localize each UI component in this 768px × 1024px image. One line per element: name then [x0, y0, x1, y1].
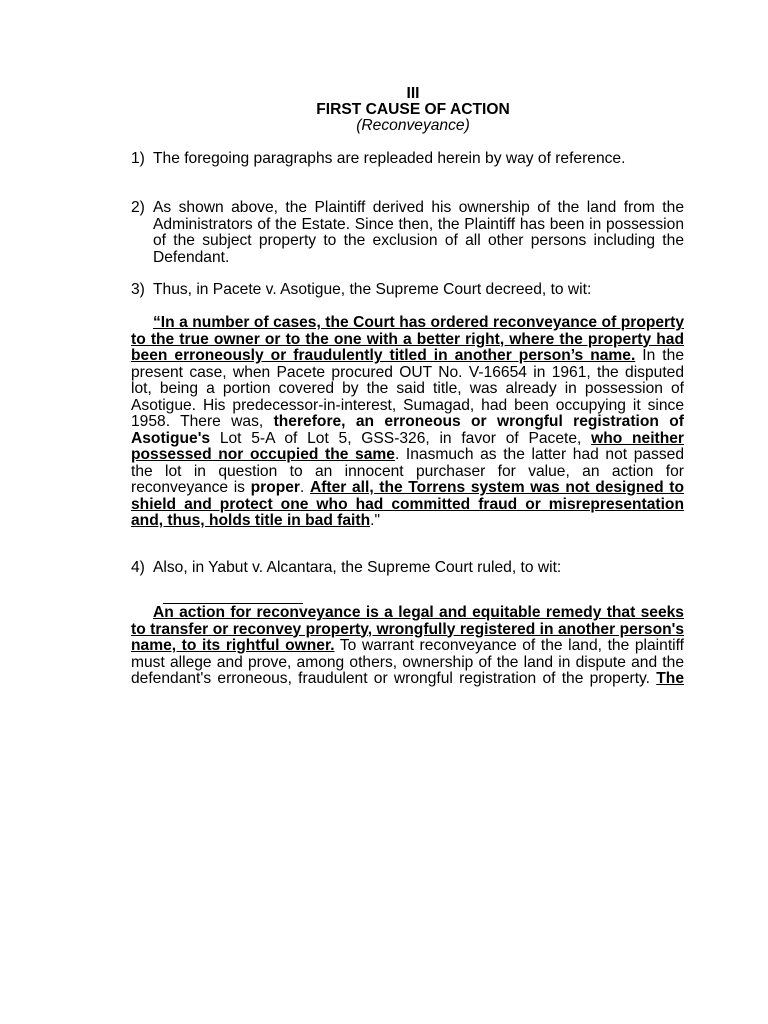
quote-text: . Inasmuch as the latter had not passed the lot in question to an innocent purchaser for value, an action for reconveyance is — [131, 446, 684, 496]
quote-emphasis: “In a number of cases, the Court has ordered reconveyance of property to the true owner or to the one with a better right, where the property had been erroneously or fraudulently titled in another person’s name. — [131, 314, 684, 364]
paragraph-number: 3) — [131, 281, 145, 298]
section-title: FIRST CAUSE OF ACTION — [316, 101, 510, 118]
paragraph-4 — [131, 560, 684, 577]
quote-bold: proper — [250, 479, 300, 496]
paragraph-number: 2) — [131, 199, 145, 216]
quote-emphasis: An action for reconveyance is a legal and equitable remedy that seeks to transfer or reconvey property, wrongfully registered in another person's name, to its rightful owner. — [131, 604, 684, 654]
quote-text: . — [300, 479, 310, 496]
section-number: III — [406, 85, 420, 102]
quoted-ruling-pacete — [131, 315, 684, 530]
quote-emphasis: After all, the Torrens system was not designed to shield and protect one who had committed fraud or misrepresentation and, thus, holds title in bad faith — [131, 479, 684, 529]
paragraph-text: As shown above, the Plaintiff derived his ownership of the land from the Administrators of the Estate. Since then, the Plaintiff has been in possession of the subject property to the exclusion of all other persons including the Defendant. — [153, 199, 684, 266]
quoted-ruling-yabut — [131, 605, 684, 688]
paragraph-1 — [131, 151, 684, 168]
quote-emphasis: The — [656, 670, 684, 687]
paragraph-number: 1) — [131, 150, 145, 167]
paragraph-text: Thus, in Pacete v. Asotigue, the Supreme Court decreed, to wit: — [153, 281, 592, 298]
paragraph-number: 4) — [131, 559, 145, 576]
quote-bold: therefore, an erroneous or wrongful registration of Asotigue's — [131, 413, 684, 447]
quote-emphasis: who neither possessed nor occupied the same — [131, 429, 684, 463]
paragraph-2 — [131, 200, 684, 266]
quote-text: ." — [370, 512, 380, 529]
quote-text: Lot 5-A of Lot 5, GSS-326, in favor of Pacete, — [210, 429, 592, 447]
paragraph-text: The foregoing paragraphs are repleaded herein by way of reference. — [153, 150, 626, 167]
section-subtitle: (Reconveyance) — [356, 117, 470, 134]
paragraph-3 — [131, 282, 684, 299]
quote-text: To warrant reconveyance of the land, the plaintiff must allege and prove, among others, ownership of the land in dispute and the defendant's erroneous, fraudulent or wrongful registration of the property. — [131, 637, 685, 687]
quote-text: In the present case, when Pacete procured OUT No. V-16654 in 1961, the disputed lot, being a portion covered by the said title, was already in possession of Asotigue. His predecessor-in-interest, Sumagad, had been occupying it since 1958. There was, — [131, 347, 684, 430]
paragraph-text: Also, in Yabut v. Alcantara, the Supreme Court ruled, to wit: — [153, 559, 562, 576]
